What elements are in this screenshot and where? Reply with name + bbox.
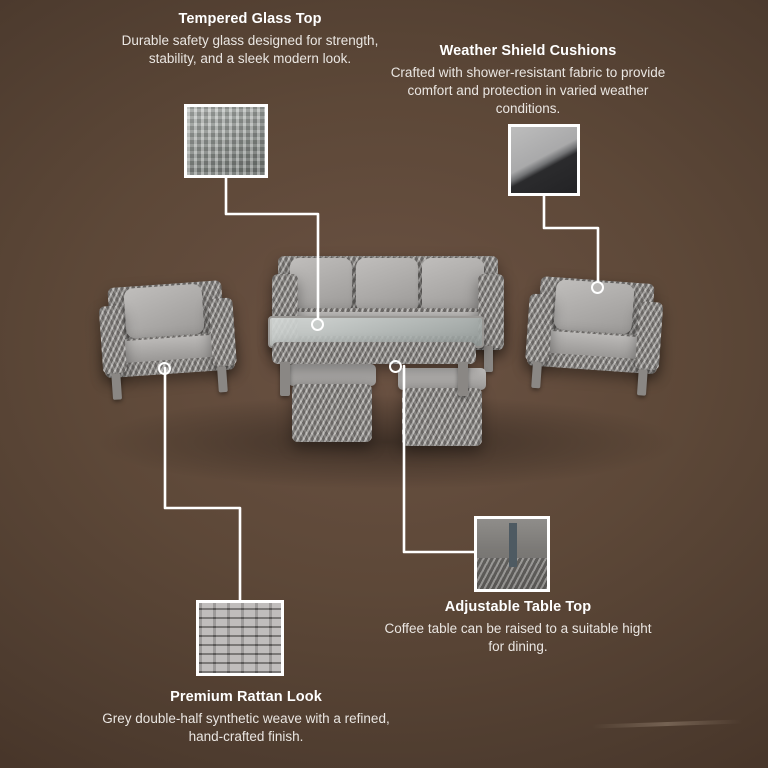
table-leg xyxy=(280,362,290,396)
rattan-weave-swatch xyxy=(196,600,284,676)
callout-premium-rattan-look xyxy=(96,688,396,746)
callout-title: Premium Rattan Look xyxy=(170,689,322,705)
callout-body: Grey double-half synthetic weave with a refined, hand-crafted finish. xyxy=(102,711,390,745)
callout-tempered-glass-top xyxy=(104,10,396,68)
hotspot-dot-glass-top xyxy=(311,318,324,331)
table-leg xyxy=(458,362,468,396)
armchair-leg xyxy=(637,369,648,396)
stool-base xyxy=(402,388,482,446)
stool-base xyxy=(292,384,372,442)
glass-texture xyxy=(187,107,265,175)
callout-body: Crafted with shower-resistant fabric to provide comfort and protection in varied weather conditions. xyxy=(390,65,666,117)
armchair-leg xyxy=(111,373,122,400)
armchair-pillow xyxy=(123,284,204,339)
cushion-fabric-swatch xyxy=(508,124,580,196)
table-mechanism-texture xyxy=(477,519,547,589)
floor-shadow xyxy=(92,394,682,490)
armchair-arm-left xyxy=(99,305,128,375)
callout-body: Coffee table can be raised to a suitable hight for dining. xyxy=(384,621,652,655)
callout-title: Adjustable Table Top xyxy=(444,599,592,615)
sofa-back-cushion xyxy=(422,258,484,312)
sofa-back-cushion xyxy=(356,258,418,312)
armchair-leg xyxy=(531,362,542,389)
sofa-back-cushion xyxy=(290,258,352,312)
adjustable-table-swatch xyxy=(474,516,550,592)
callout-body: Durable safety glass designed for strength, stability, and a sleek modern look. xyxy=(121,33,379,67)
hotspot-dot-rattan xyxy=(158,362,171,375)
callout-title: Tempered Glass Top xyxy=(178,11,322,27)
callout-weather-shield-cushions xyxy=(380,42,676,118)
hotspot-dot-cushions xyxy=(591,281,604,294)
armchair-arm-right xyxy=(635,301,664,371)
armchair-leg xyxy=(217,366,228,393)
armchair-arm-right xyxy=(208,297,237,367)
armchair-right xyxy=(524,253,666,388)
coffee-table xyxy=(268,316,480,380)
callout-adjustable-table-top xyxy=(380,598,656,656)
table-apron xyxy=(272,342,476,364)
rattan-texture xyxy=(199,603,281,673)
cushion-texture xyxy=(511,127,577,193)
floor-highlight xyxy=(592,719,742,728)
stool-right xyxy=(398,368,486,450)
hotspot-dot-table-top xyxy=(389,360,402,373)
armchair-arm-left xyxy=(525,293,554,363)
tempered-glass-swatch xyxy=(184,104,268,178)
callout-title: Weather Shield Cushions xyxy=(439,43,617,59)
